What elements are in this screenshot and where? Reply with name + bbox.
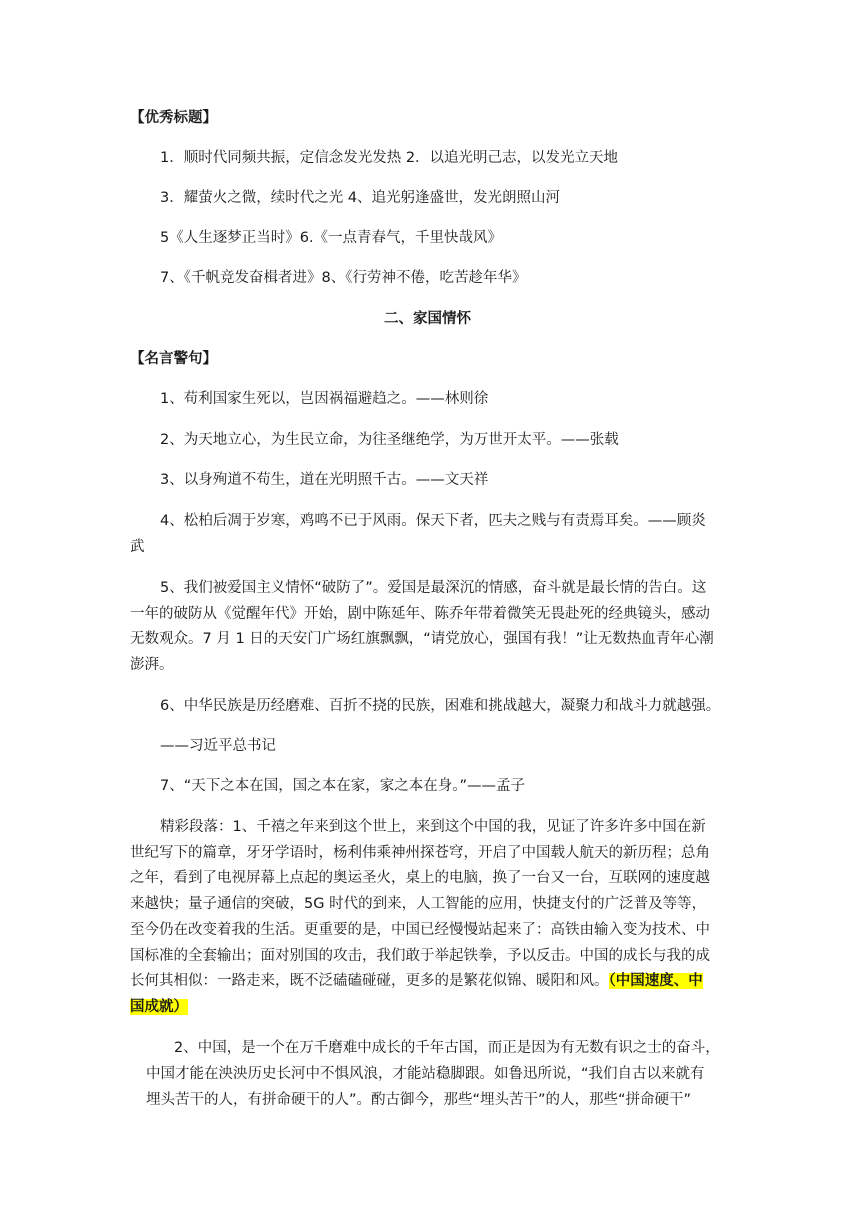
- paragraph-2-line-1: 2、中国，是一个在万千磨难中成长的千年古国，而正是因为有无数有识之士的奋斗，: [174, 1040, 720, 1056]
- quote-5-line-1: 5、我们被爱国主义情怀“破防了”。爱国是最深沉的情感，奋斗就是最长情的告白。这: [160, 580, 707, 596]
- title-line-1: 1．顺时代同频共振，定信念发光发热 2．以追光明己志，以发光立天地: [160, 150, 619, 166]
- quote-6-line-1: 6、中华民族是历经磨难、百折不挠的民族，困难和挑战越大，凝聚力和战斗力就越强。: [160, 698, 721, 714]
- paragraph-1-line-6: 国标准的全套输出；面对别国的攻击，我们敢于举起铁拳，予以反击。中国的成长与我的成: [130, 948, 710, 964]
- paragraph-1-line-8: [130, 997, 188, 1017]
- paragraph-1-line-3: 之年，看到了电视屏幕上点起的奥运圣火，桌上的电脑，换了一台又一台，互联网的速度越: [130, 870, 710, 886]
- quote-1: 1、苟利国家生死以，岂因祸福避趋之。——林则徐: [160, 391, 489, 407]
- quote-3: 3、以身殉道不苟生，道在光明照千古。——文天祥: [160, 472, 489, 488]
- quote-4-line-2: 武: [130, 539, 145, 555]
- title-line-2: 3．耀萤火之微，续时代之光 4、追光躬逢盛世，发光朗照山河: [160, 190, 561, 206]
- title-line-4: 7、《千帆竞发奋楫者进》8、《行劳神不倦，吃苦趁年华》: [160, 270, 527, 286]
- highlight-china-achievement: 国成就）: [130, 999, 188, 1015]
- quote-5-line-4: 澎湃。: [130, 657, 174, 673]
- quote-5-line-3: 无数观众。7 月 1 日的天安门广场红旗飘飘，“请党放心，强国有我！”让无数热血青年心潮: [130, 631, 714, 647]
- paragraph-1-line-1: 精彩段落：1、千禧之年来到这个世上，来到这个中国的我，见证了许多许多中国在新: [160, 819, 706, 835]
- heading-excellent-titles: 【优秀标题】: [130, 110, 217, 126]
- quote-7: 7、“天下之本在国，国之本在家，家之本在身。”——孟子: [160, 778, 525, 794]
- paragraph-1-line-2: 世纪写下的篇章，牙牙学语时，杨利伟乘神州探苍穹，开启了中国载人航天的新历程；总角: [130, 845, 710, 861]
- paragraph-1-line-7: [130, 971, 703, 991]
- quote-6-line-2: ——习近平总书记: [160, 738, 276, 754]
- quote-4-line-1: 4、松柏后凋于岁寒，鸡鸣不已于风雨。保天下者，匹夫之贱与有责焉耳矣。——顾炎: [160, 513, 706, 529]
- section-title-family-country: 二、家国情怀: [384, 311, 471, 327]
- paragraph-1-line-4: 来越快；量子通信的突破，5G 时代的到来，人工智能的应用，快捷支付的广泛普及等等，: [130, 896, 707, 912]
- title-line-3: 5《人生逐梦正当时》6.《一点青春气，千里快哉风》: [160, 230, 503, 246]
- quote-5-line-2: 一年的破防从《觉醒年代》开始，剧中陈延年、陈乔年带着微笑无畏赴死的经典镜头，感动: [130, 606, 710, 622]
- quote-2: 2、为天地立心，为生民立命，为往圣继绝学，为万世开太平。——张载: [160, 432, 619, 448]
- paragraph-2-line-2: 中国才能在泱泱历史长河中不惧风浪，才能站稳脚跟。如鲁迅所说，“我们自古以来就有: [146, 1066, 705, 1082]
- paragraph-2-line-3: 埋头苦干的人，有拼命硬干的人”。酌古御今，那些“埋头苦干”的人，那些“拼命硬干”: [146, 1092, 692, 1108]
- paragraph-1-line-7-text: 长何其相似：一路走来，既不泛磕磕碰碰，更多的是繁花似锦、暖阳和风。: [130, 973, 609, 989]
- paragraph-1-line-5: 至今仍在改变着我的生活。更重要的是，中国已经慢慢站起来了：高铁由输入变为技术、中: [130, 922, 710, 938]
- highlight-china-speed: （中国速度、中: [608, 973, 703, 989]
- heading-famous-quotes: 【名言警句】: [130, 351, 217, 367]
